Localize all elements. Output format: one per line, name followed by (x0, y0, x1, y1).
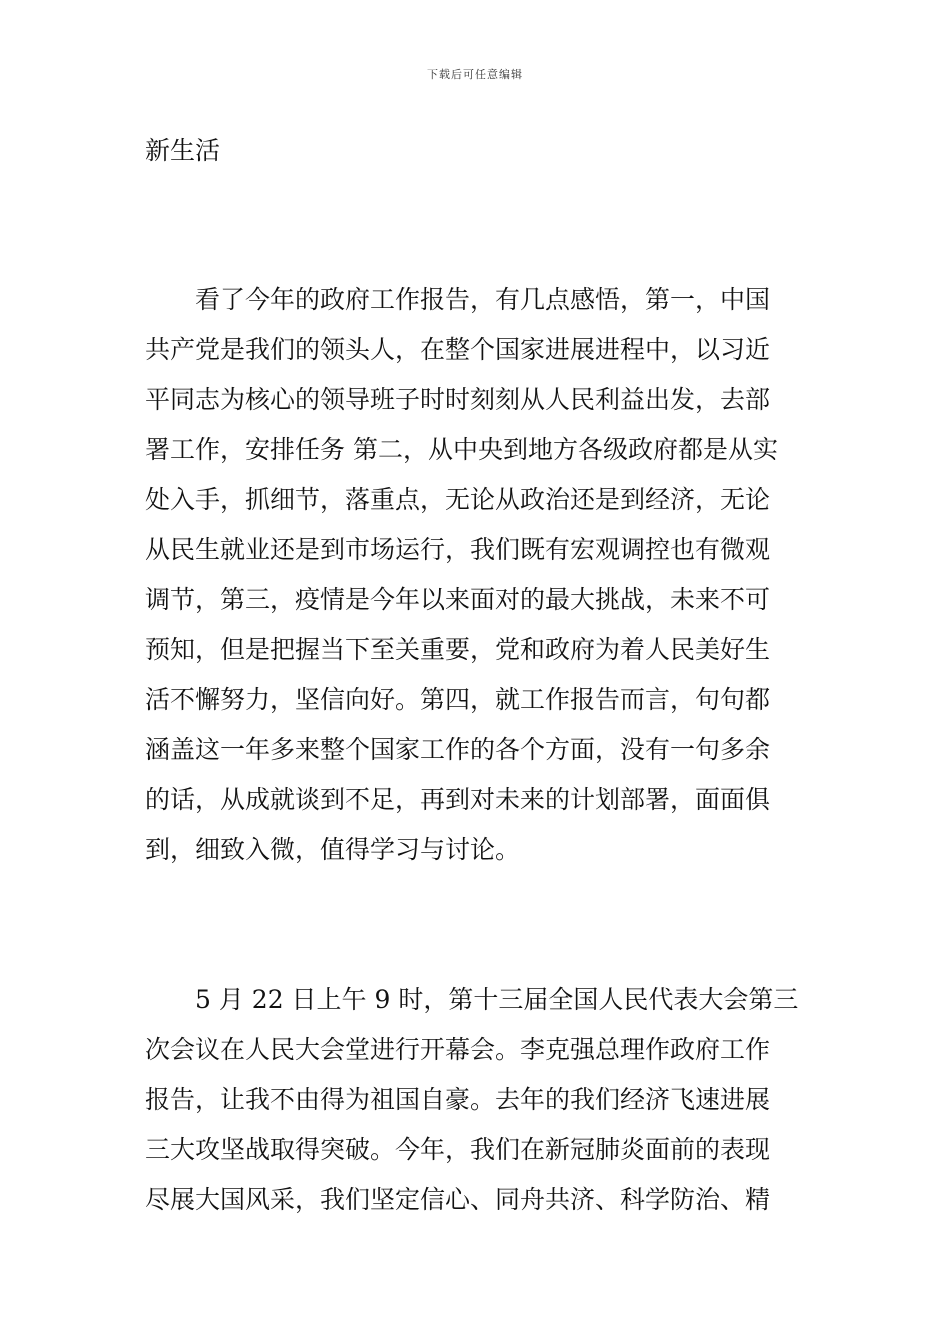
paragraph-line: 预知，但是把握当下至关重要，党和政府为着人民美好生 (145, 635, 771, 664)
paragraph-line: 涵盖这一年多来整个国家工作的各个方面，没有一句多余 (145, 735, 771, 764)
paragraph-line: 到，细致入微，值得学习与讨论。 (145, 835, 521, 864)
paragraph-line: 次会议在人民大会堂进行开幕会。李克强总理作政府工作 (145, 1035, 771, 1064)
paragraph-line: 共产党是我们的领头人，在整个国家进展进程中，以习近 (145, 335, 771, 364)
paragraph-line: 看了今年的政府工作报告，有几点感悟，第一，中国 (195, 285, 771, 314)
document-heading: 新生活 (145, 136, 221, 165)
paragraph-line: 调节，第三，疫情是今年以来面对的最大挑战，未来不可 (145, 585, 771, 614)
paragraph-line: 平同志为核心的领导班子时时刻刻从人民利益出发，去部 (145, 385, 771, 414)
paragraph-2 (145, 975, 810, 1225)
paragraph-line: 处入手，抓细节，落重点，无论从政治还是到经济，无论 (145, 485, 771, 514)
header-note: 下载后可任意编辑 (427, 68, 523, 81)
paragraph-1 (145, 275, 810, 875)
paragraph-line: 5 月 22 日上午 9 时，第十三届全国人民代表大会第三 (195, 985, 799, 1014)
paragraph-line: 从民生就业还是到市场运行，我们既有宏观调控也有微观 (145, 535, 771, 564)
paragraph-line: 报告，让我不由得为祖国自豪。去年的我们经济飞速进展 (145, 1085, 771, 1114)
paragraph-line: 活不懈努力，坚信向好。第四，就工作报告而言，句句都 (145, 685, 771, 714)
paragraph-line: 三大攻坚战取得突破。今年，我们在新冠肺炎面前的表现 (145, 1135, 771, 1164)
paragraph-line: 尽展大国风采，我们坚定信心、同舟共济、科学防治、精 (145, 1185, 771, 1214)
paragraph-line: 的话，从成就谈到不足，再到对未来的计划部署，面面俱 (145, 785, 771, 814)
paragraph-line: 署工作，安排任务 第二，从中央到地方各级政府都是从实 (145, 435, 778, 464)
